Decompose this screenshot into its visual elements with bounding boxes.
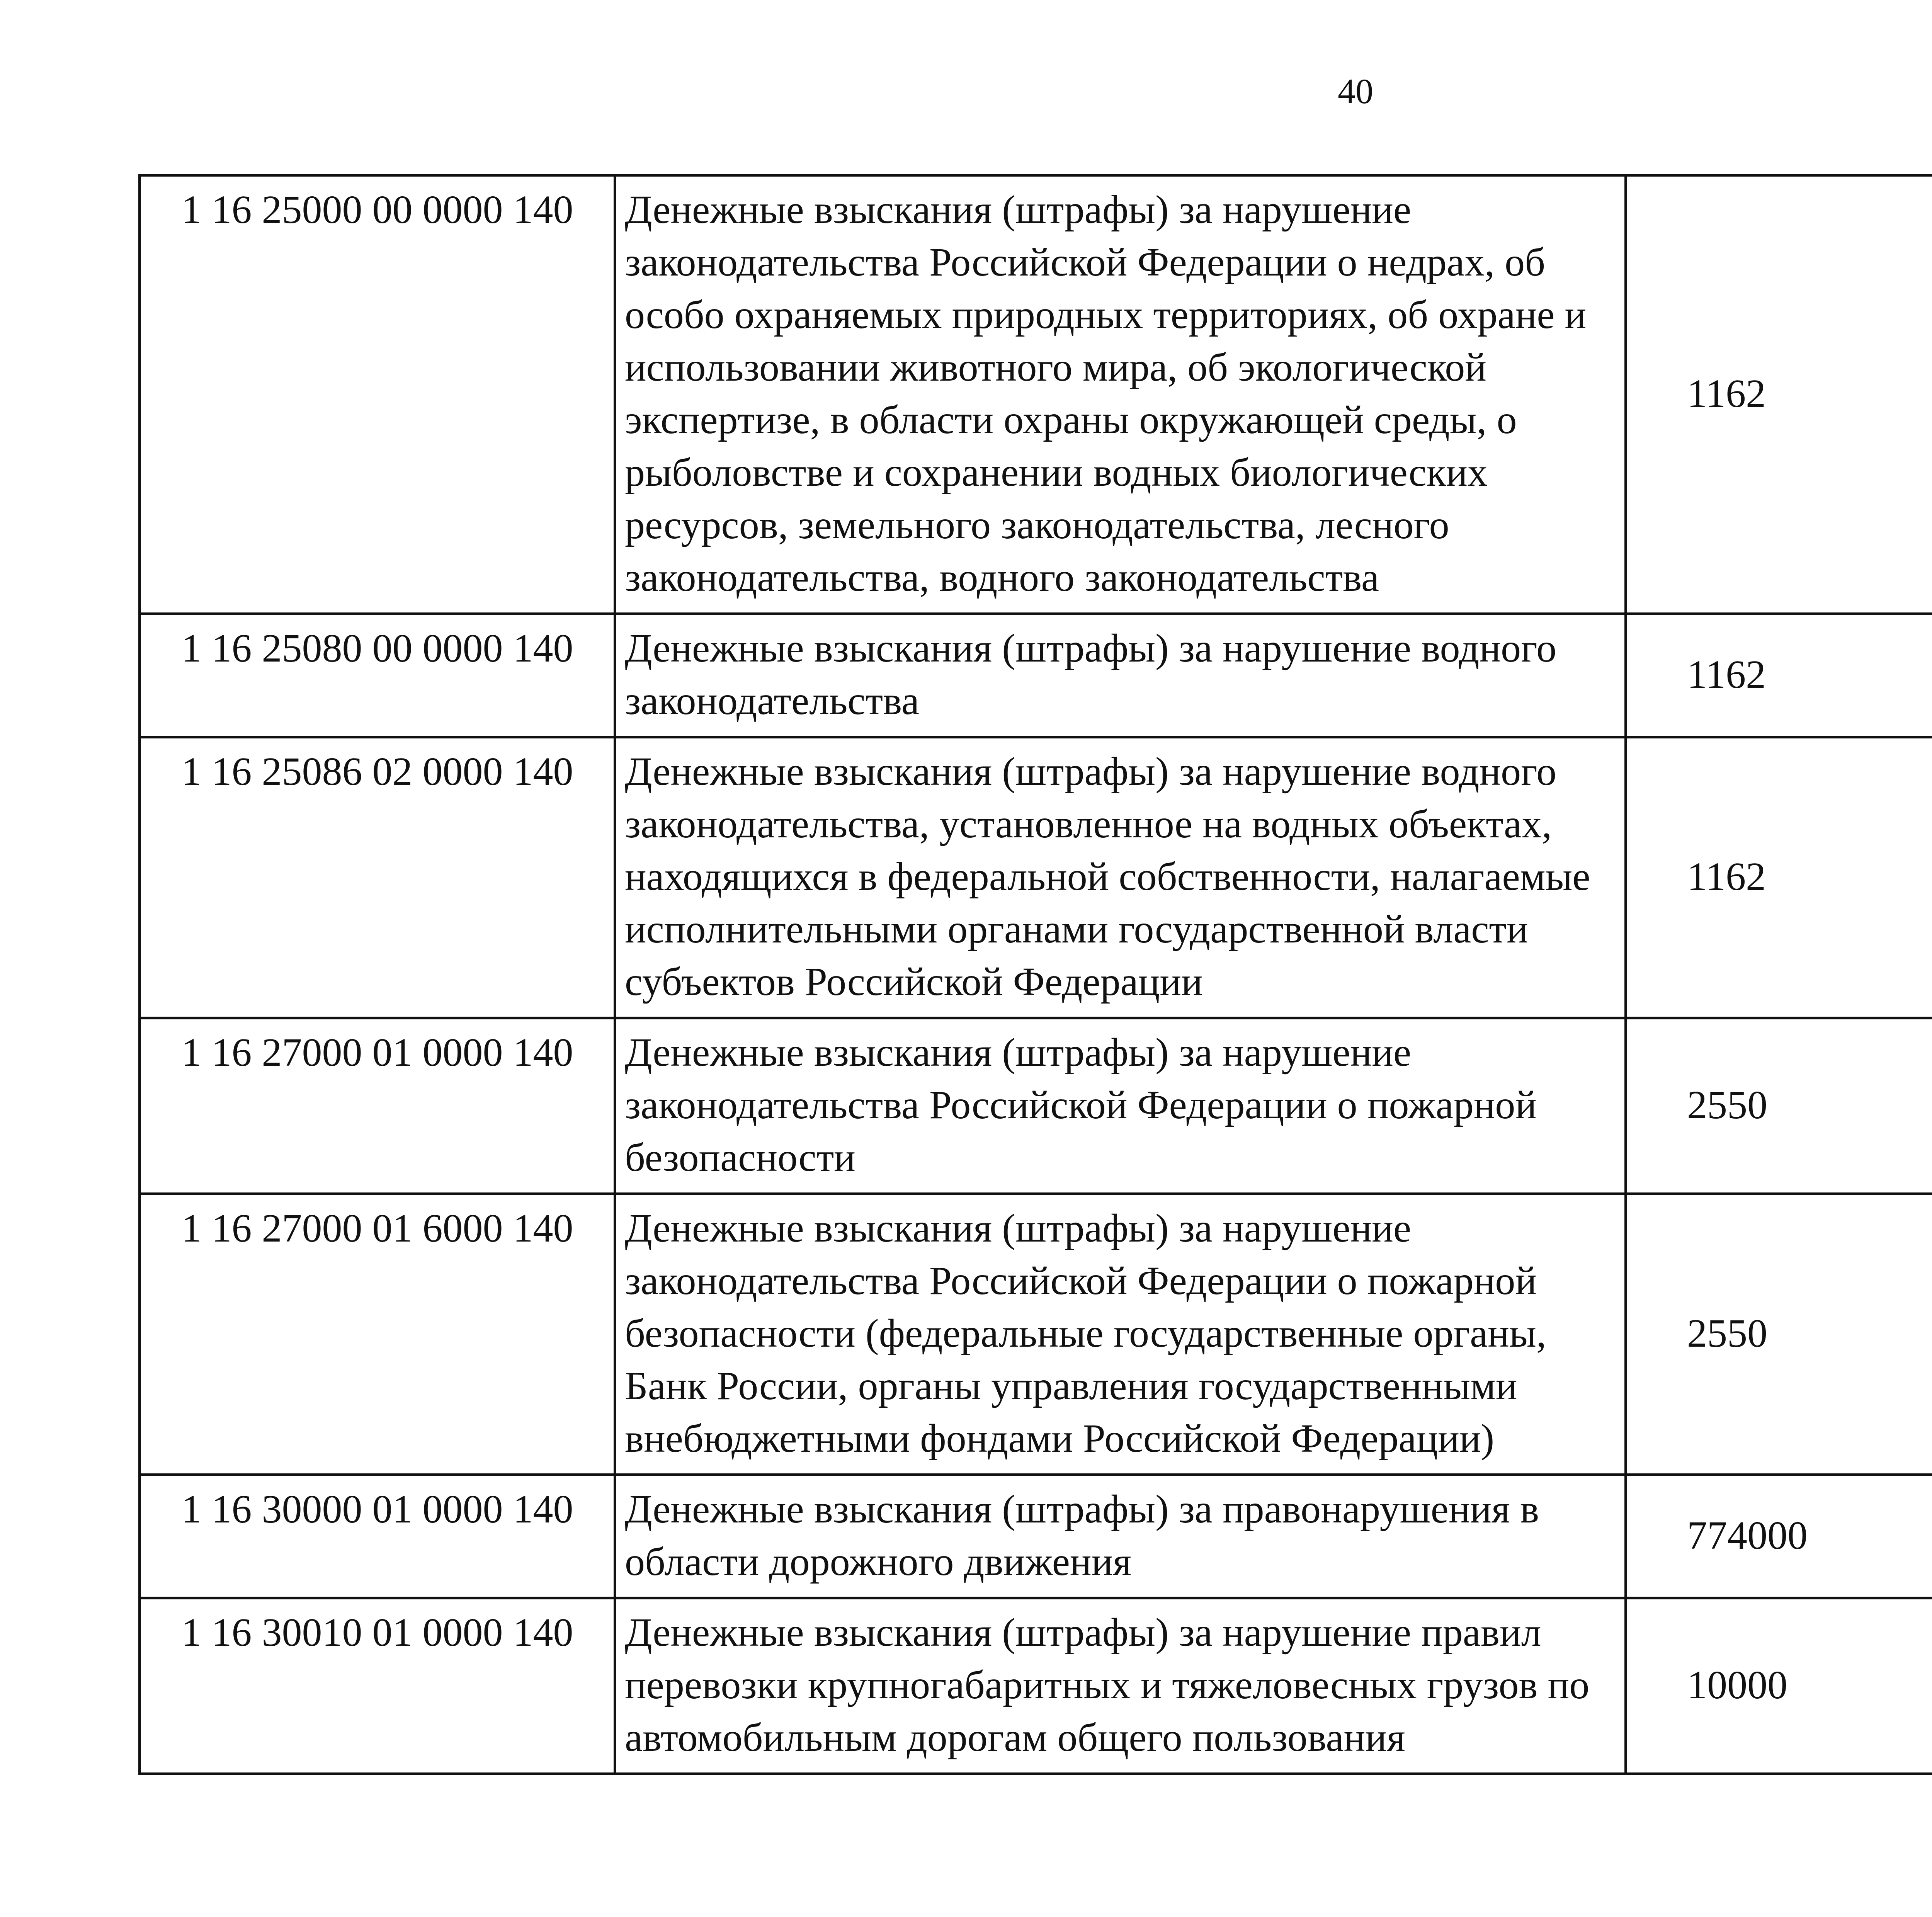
revenue-description: Денежные взыскания (штрафы) за нарушение водного законодательства: [615, 614, 1626, 737]
revenue-description: Денежные взыскания (штрафы) за нарушение водного законодательства, установленное на водных объектах, находящихся в федеральной собственности, налагаемые исполнительными органами государственной власти субъектов Российской Федерации: [615, 737, 1626, 1018]
table-row: [140, 614, 1932, 737]
budget-code: 1 16 30010 01 0000 140: [140, 1598, 615, 1774]
amount-year-1: 1162: [1626, 175, 1932, 614]
amount-year-1: 10000: [1626, 1598, 1932, 1774]
table-row: [140, 175, 1932, 614]
amount-year-1: 1162: [1626, 737, 1932, 1018]
revenue-description: Денежные взыскания (штрафы) за нарушение законодательства Российской Федерации о пожарной безопасности: [615, 1018, 1626, 1194]
budget-code: 1 16 30000 01 0000 140: [140, 1475, 615, 1598]
budget-code: 1 16 25080 00 0000 140: [140, 614, 615, 737]
budget-code: 1 16 25000 00 0000 140: [140, 175, 615, 614]
table-row: [140, 1598, 1932, 1774]
budget-code: 1 16 27000 01 6000 140: [140, 1194, 615, 1475]
table-row: [140, 1018, 1932, 1194]
revenue-description: Денежные взыскания (штрафы) за нарушение правил перевозки крупногабаритных и тяжеловесных грузов по автомобильным дорогам общего пользования: [615, 1598, 1626, 1774]
revenue-description: Денежные взыскания (штрафы) за нарушение законодательства Российской Федерации о недрах, об особо охраняемых природных территориях, об охране и использовании животного мира, об экологической экспертизе, в области охраны окружающей среды, о рыболовстве и сохранении водных биологических ресурсов, земельного законодательства, лесного законодательства, водного законодательства: [615, 175, 1626, 614]
amount-year-1: 2550: [1626, 1194, 1932, 1475]
table-row: [140, 737, 1932, 1018]
revenue-description: Денежные взыскания (штрафы) за нарушение законодательства Российской Федерации о пожарной безопасности (федеральные государственные органы, Банк России, органы управления государственными внебюджетными фондами Российской Федерации): [615, 1194, 1626, 1475]
budget-code: 1 16 27000 01 0000 140: [140, 1018, 615, 1194]
amount-year-1: 2550: [1626, 1018, 1932, 1194]
revenue-description: Денежные взыскания (штрафы) за правонарушения в области дорожного движения: [615, 1475, 1626, 1598]
amount-year-1: 1162: [1626, 614, 1932, 737]
amount-year-1: 774000: [1626, 1475, 1932, 1598]
page-number: 40: [1338, 71, 1373, 111]
revenue-table: [138, 174, 1932, 1775]
table-row: [140, 1475, 1932, 1598]
budget-code: 1 16 25086 02 0000 140: [140, 737, 615, 1018]
table-row: [140, 1194, 1932, 1475]
